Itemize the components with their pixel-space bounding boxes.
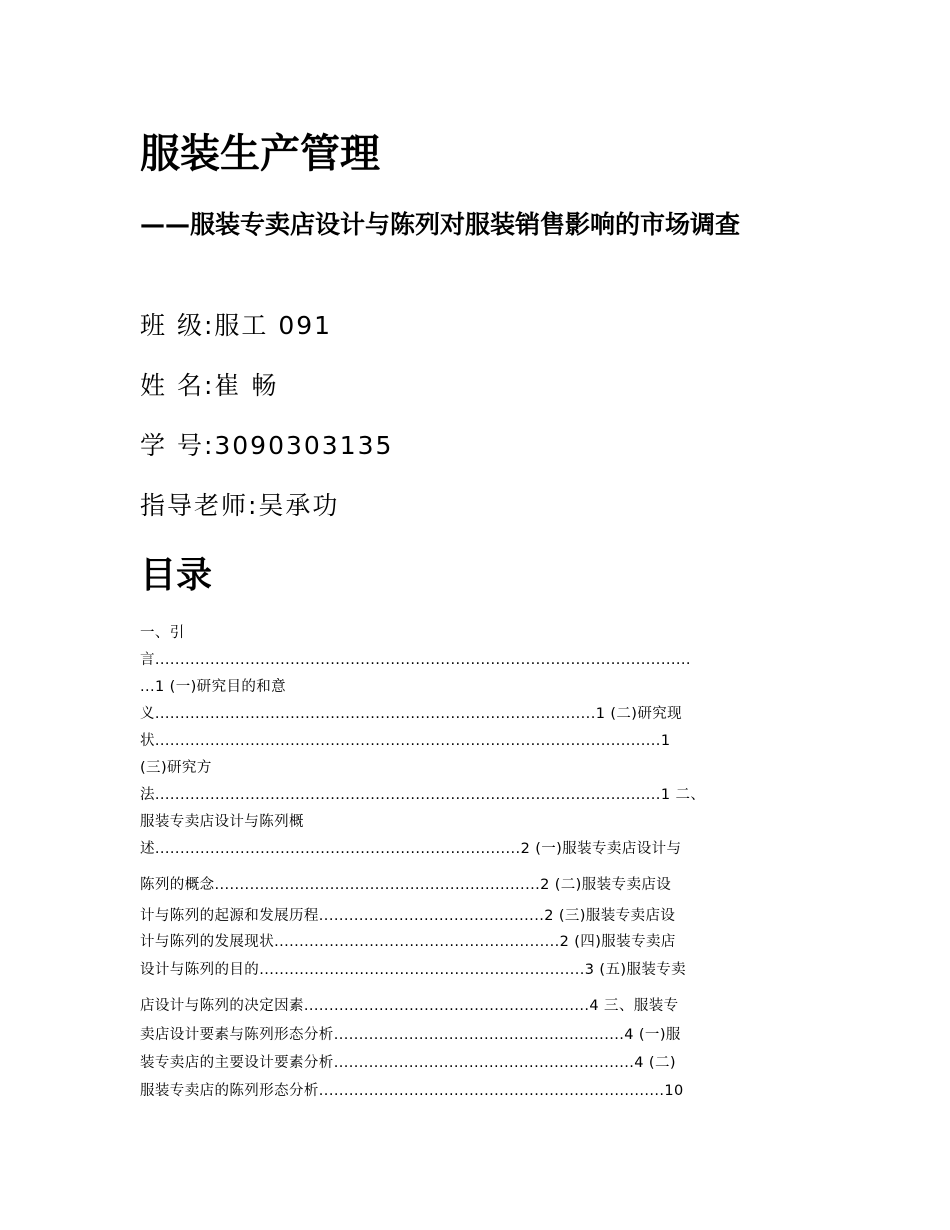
toc-line: 计与陈列的发展现状.........................................................2 (四)服装专卖店 [140, 934, 676, 950]
info-advisor: 指导老师:吴承功 [140, 491, 340, 520]
toc-line: 计与陈列的起源和发展历程.............................................2 (三)服装专卖店设 [140, 908, 676, 924]
document-subtitle: ——服装专卖店设计与陈列对服装销售影响的市场调查 [140, 210, 741, 239]
document-title: 服装生产管理 [140, 131, 380, 177]
toc-line: 述.........................................................................2 (一)服装专卖店设计与 [140, 841, 682, 857]
toc-line: 服装专卖店的陈列形态分析.....................................................................10 [140, 1083, 684, 1099]
toc-line: (三)研究方 [140, 760, 212, 776]
info-class: 班 级:服工 091 [140, 311, 333, 340]
toc-line: 法.....................................................................................................1 二、 [140, 787, 706, 803]
info-student-id: 学 号:3090303135 [140, 431, 394, 460]
info-name: 姓 名:崔 畅 [140, 371, 279, 400]
toc-line: 卖店设计要素与陈列形态分析..........................................................4 (一)服 [140, 1027, 681, 1043]
toc-line: 一、引 [140, 625, 185, 641]
toc-heading: 目录 [140, 555, 213, 596]
toc-line: 言........................................................................................................... [140, 652, 691, 668]
toc-line: 设计与陈列的目的.................................................................3 (五)服装专卖 [140, 962, 687, 978]
toc-line: 店设计与陈列的决定因素.........................................................4 三、服装专 [140, 998, 679, 1014]
toc-line: 陈列的概念.................................................................2 (二)服装专卖店设 [140, 877, 672, 893]
toc-line: ...1 (一)研究目的和意 [140, 679, 287, 695]
toc-line: 装专卖店的主要设计要素分析............................................................4 (二) [140, 1055, 676, 1071]
toc-line: 义........................................................................................1 (二)研究现 [140, 706, 683, 722]
toc-line: 服装专卖店设计与陈列概 [140, 814, 304, 830]
toc-line: 状.....................................................................................................1 [140, 733, 671, 749]
